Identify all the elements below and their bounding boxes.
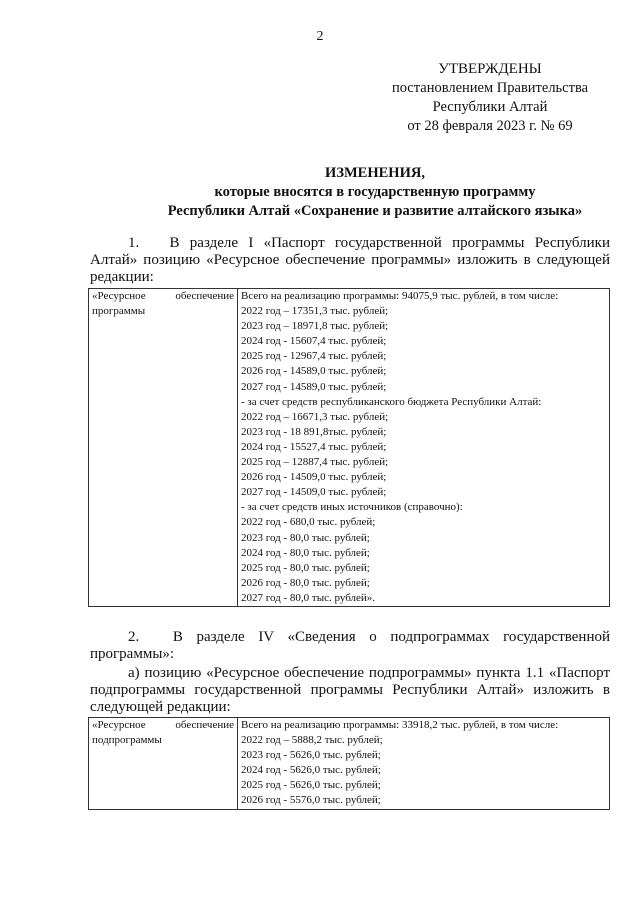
table-1-line: 2024 год - 15607,4 тыс. рублей; [241, 335, 387, 348]
table-1-line: 2024 год - 80,0 тыс. рублей; [241, 546, 370, 559]
table-1-line: 2025 год - 12967,4 тыс. рублей; [241, 350, 387, 363]
table-1-line: 2023 год - 18 891,8тыс. рублей; [241, 425, 387, 438]
table-1-line: 2022 год - 680,0 тыс. рублей; [241, 516, 376, 529]
approval-line-1: постановлением Правительства [391, 80, 589, 96]
item-2-paragraph [90, 629, 610, 663]
item-1-paragraph [90, 235, 610, 286]
approval-line-3: от 28 февраля 2023 г. № 69 [407, 118, 573, 134]
table-1-line: 2026 год - 14589,0 тыс. рублей; [241, 365, 387, 378]
resource-table-2 [88, 717, 610, 810]
table-1-label-cell [89, 289, 238, 607]
table-1-line: 2026 год - 80,0 тыс. рублей; [241, 576, 370, 589]
heading-line-1: ИЗМЕНЕНИЯ, [325, 165, 425, 181]
item-1-number: 1. [128, 235, 140, 251]
table-1-line: 2023 год – 18971,8 тыс. рублей; [241, 320, 389, 333]
table-1-line: - за счет средств республиканского бюджета Республики Алтай: [241, 395, 542, 408]
approval-line-2: Республики Алтай [432, 99, 548, 115]
table-1-line: Всего на реализацию программы: 94075,9 тыс. рублей, в том числе: [241, 290, 559, 302]
document-heading [90, 164, 640, 221]
approval-block [380, 60, 600, 136]
table-1-value-cell [238, 289, 610, 607]
table-2-line: Всего на реализацию программы: 33918,2 тыс. рублей, в том числе: [241, 719, 559, 731]
item-2-number: 2. [128, 629, 140, 645]
table-1-line: 2026 год - 14509,0 тыс. рублей; [241, 471, 387, 484]
item-2a-paragraph [90, 665, 610, 716]
table-2-line: 2022 год – 5888,2 тыс. рублей; [241, 734, 383, 747]
table-1-line: 2027 год - 14589,0 тыс. рублей; [241, 380, 387, 393]
table-1-line: 2024 год - 15527,4 тыс. рублей; [241, 440, 387, 453]
table-2-label: «Ресурсное обеспечение подпрограммы [92, 719, 234, 747]
item-1-text: В разделе I «Паспорт государственной программы Республики Алтай» позицию «Ресурсное обеспечение программы» изложить в следующей редакции: [90, 235, 610, 285]
table-1-line: - за счет средств иных источников (справочно): [241, 501, 463, 514]
table-1-line: 2023 год - 80,0 тыс. рублей; [241, 531, 370, 544]
heading-line-2: которые вносятся в государственную программу [214, 184, 536, 200]
table-2-line: 2024 год - 5626,0 тыс. рублей; [241, 764, 381, 777]
table-1-line: 2027 год - 14509,0 тыс. рублей; [241, 486, 387, 499]
table-row [89, 289, 610, 607]
item-2-text: В разделе IV «Сведения о подпрограммах государственной программы»: [90, 629, 610, 662]
heading-line-3: Республики Алтай «Сохранение и развитие алтайского языка» [167, 203, 583, 219]
table-1-label: «Ресурсное обеспечение программы [92, 290, 234, 318]
table-2-line: 2026 год - 5576,0 тыс. рублей; [241, 794, 381, 807]
table-1-line: 2025 год – 12887,4 тыс. рублей; [241, 456, 389, 469]
table-row [89, 718, 610, 810]
table-1-line: 2022 год – 17351,3 тыс. рублей; [241, 305, 389, 318]
table-1-line: 2025 год - 80,0 тыс. рублей; [241, 561, 370, 574]
table-2-line: 2025 год - 5626,0 тыс. рублей; [241, 779, 381, 792]
page-number: 2 [316, 29, 324, 44]
approval-title: УТВЕРЖДЕНЫ [438, 61, 542, 77]
table-1-line: 2022 год – 16671,3 тыс. рублей; [241, 410, 389, 423]
item-2a-text: а) позицию «Ресурсное обеспечение подпрограммы» пункта 1.1 «Паспорт подпрограммы государственной программы Республики Алтай» изложить в следующей редакции: [90, 665, 610, 715]
table-1-line: 2027 год - 80,0 тыс. рублей». [241, 591, 376, 604]
table-2-label-cell [89, 718, 238, 810]
resource-table-1 [88, 288, 610, 607]
table-2-line: 2023 год - 5626,0 тыс. рублей; [241, 749, 381, 762]
table-2-value-cell [238, 718, 610, 810]
